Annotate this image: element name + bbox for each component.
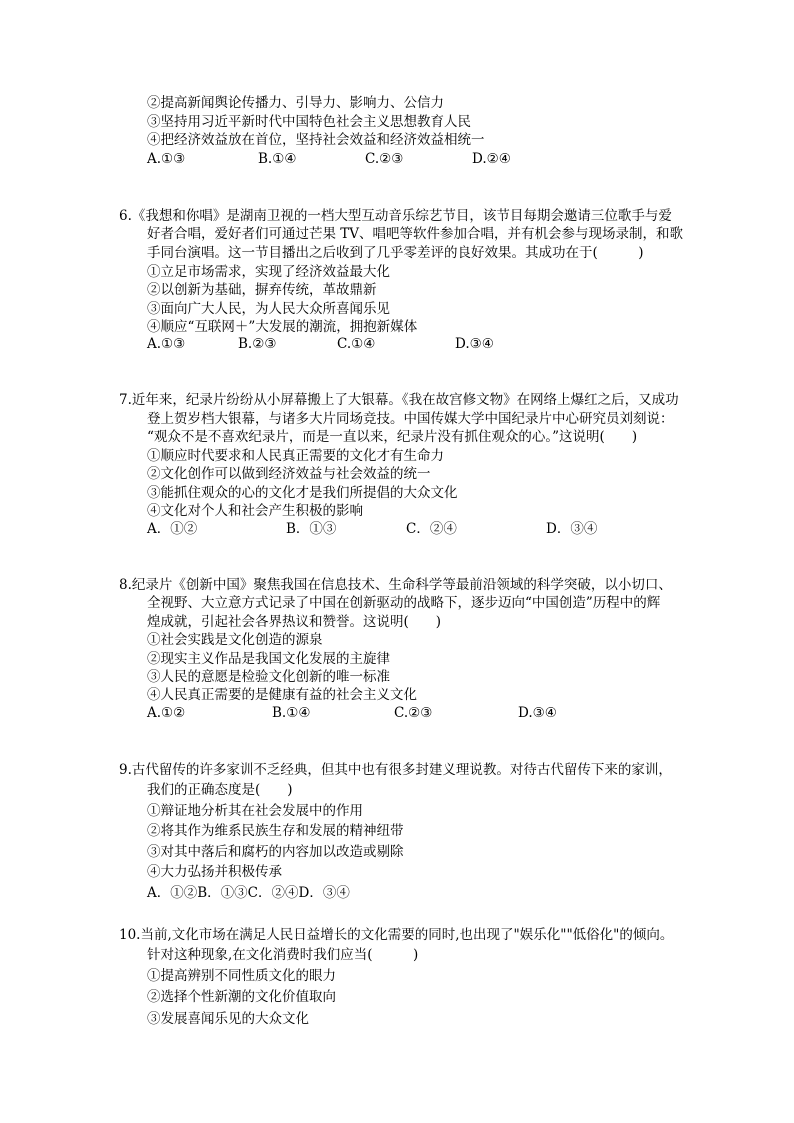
q7-stem-line-1: 7.近年来，纪录片纷纷从小屏幕搬上了大银幕。《我在故宫修文物》在网络上爆红之后，又成功 [119, 392, 679, 408]
q5-option-c: C.②③ [365, 151, 404, 167]
q7-item-4: ④文化对个人和社会产生积极的影响 [147, 503, 363, 519]
q5-option-d: D.②④ [472, 151, 511, 167]
q5-item-4: ④把经济效益放在首位，坚持社会效益和经济效益相统一 [147, 132, 485, 148]
q8-option-b: B.①④ [272, 705, 311, 721]
q5-options [0, 150, 794, 169]
q8-item-3: ③人民的意愿是检验文化创新的唯一标准 [147, 669, 390, 685]
q7-option-c: C．②④ [406, 521, 457, 537]
q6-item-4: ④顺应“互联网＋”大发展的潮流，拥抱新媒体 [147, 319, 418, 335]
q5-item-2: ②提高新闻舆论传播力、引导力、影响力、公信力 [147, 95, 444, 111]
q7-options [0, 520, 794, 539]
q10-item-2: ②选择个性新潮的文化价值取向 [147, 989, 336, 1005]
q6-option-b: B.②③ [238, 336, 277, 352]
q7-option-d: D．③④ [546, 521, 598, 537]
q10-item-3: ③发展喜闻乐见的大众文化 [147, 1011, 309, 1027]
q8-item-1: ①社会实践是文化创造的源泉 [147, 632, 323, 648]
q6-item-2: ②以创新为基础，摒弃传统，革故鼎新 [147, 282, 377, 298]
q8-option-a: A.①② [147, 705, 186, 721]
q7-item-3: ③能抓住观众的心的文化才是我们所提倡的大众文化 [147, 485, 458, 501]
q7-item-1: ①顺应时代要求和人民真正需要的文化才有生命力 [147, 448, 444, 464]
q7-option-b: B．①③ [286, 521, 337, 537]
q9-item-2: ②将其作为维系民族生存和发展的精神纽带 [147, 823, 404, 839]
q8-stem-line-3: 煌成就，引起社会各界热议和赞誉。这说明( ) [147, 614, 442, 630]
q8-options [0, 704, 794, 723]
q6-option-d: D.③④ [455, 336, 494, 352]
q9-stem-line-2: 我们的正确态度是( ) [147, 782, 293, 798]
q9-stem-line-1: 9.古代留传的许多家训不乏经典，但其中也有很多封建义理说教。对待古代留传下来的家训， [119, 762, 672, 778]
q6-item-1: ①立足市场需求，实现了经济效益最大化 [147, 264, 390, 280]
q6-item-3: ③面向广大人民，为人民大众所喜闻乐见 [147, 301, 390, 317]
q9-item-3: ③对其中落后和腐朽的内容加以改造或剔除 [147, 844, 404, 860]
q5-item-3: ③坚持用习近平新时代中国特色社会主义思想教育人民 [147, 114, 471, 130]
q6-options [0, 335, 794, 354]
q10-stem-line-2: 针对这种现象,在文化消费时我们应当( ) [147, 947, 419, 963]
q6-stem-line-2: 好者合唱，爱好者们可通过芒果 TV、唱吧等软件参加合唱，并有机会参与现场录制，和歌 [147, 226, 684, 242]
q9-item-1: ①辩证地分析其在社会发展中的作用 [147, 803, 363, 819]
q6-stem-line-1: 6.《我想和你唱》是湖南卫视的一档大型互动音乐综艺节目，该节目每期会邀请三位歌手与爱 [119, 208, 672, 224]
q6-option-c: C.①④ [337, 336, 376, 352]
q8-item-4: ④人民真正需要的是健康有益的社会主义文化 [147, 687, 417, 703]
q10-item-1: ①提高辨别不同性质文化的眼力 [147, 968, 336, 984]
q9-options: A．①②B．①③C．②④D．③④ [147, 885, 350, 901]
q8-stem-line-2: 全视野、大立意方式记录了中国在创新驱动的战略下，逐步迈向“中国创造”历程中的辉 [147, 595, 661, 611]
q7-option-a: A．①② [147, 521, 198, 537]
q5-option-a: A.①③ [147, 151, 186, 167]
q9-item-4: ④大力弘扬并积极传承 [147, 864, 282, 880]
q8-option-c: C.②③ [394, 705, 433, 721]
q6-option-a: A.①③ [147, 336, 186, 352]
q7-item-2: ②文化创作可以做到经济效益与社会效益的统一 [147, 466, 431, 482]
q8-option-d: D.③④ [518, 705, 557, 721]
q10-stem-line-1: 10.当前,文化市场在满足人民日益增长的文化需要的同时,也出现了"娱乐化""低俗化"的倾向。 [119, 927, 674, 943]
q7-stem-line-3: “观众不是不喜欢纪录片，而是一直以来，纪录片没有抓住观众的心。”这说明( ) [147, 429, 638, 445]
q6-stem-line-3: 手同台演唱。这一节目播出之后收到了几乎零差评的良好效果。其成功在于( ) [147, 245, 644, 261]
q5-option-b: B.①④ [258, 151, 297, 167]
q7-stem-line-2: 登上贺岁档大银幕，与诸多大片同场竞技。中国传媒大学中国纪录片中心研究员刘刻说： [147, 411, 674, 427]
q8-stem-line-1: 8.纪录片《创新中国》聚焦我国在信息技术、生命科学等最前沿领域的科学突破，以小切口、 [119, 577, 672, 593]
q8-item-2: ②现实主义作品是我国文化发展的主旋律 [147, 651, 390, 667]
